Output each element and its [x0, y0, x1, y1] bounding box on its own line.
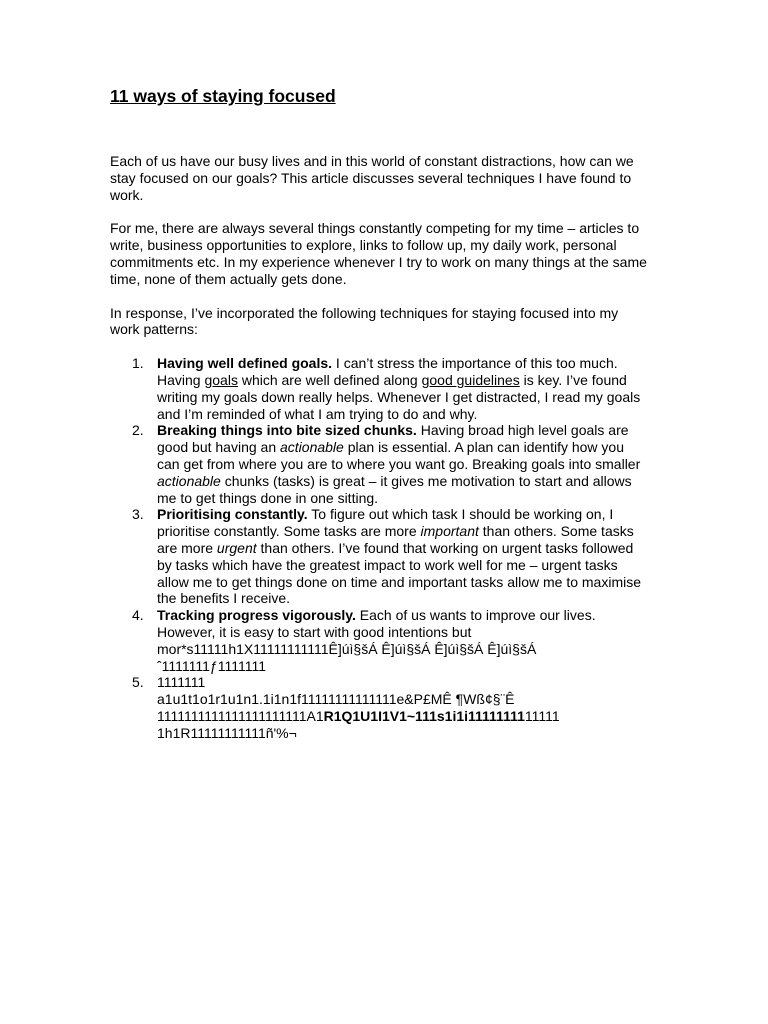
- item-text: To figure out which task I should be working on, I prioritise constantly. Some tasks are more: [157, 506, 614, 540]
- list-number: 3.: [132, 506, 144, 523]
- garbled-text: 11111: [524, 707, 560, 724]
- response-paragraph: In response, I’ve incorporated the following techniques for staying focused into my work patterns:: [110, 304, 619, 338]
- techniques-list: [110, 355, 650, 741]
- context-paragraph: For me, there are always several things constantly competing for my time – articles to write, business opportunities to explore, links to follow up, my daily work, personal commitments etc. In my experience whenever I try to work on many things at the same time, none of them actually gets done.: [110, 220, 647, 287]
- item-text: I can’t stress the importance of this too much. Having: [157, 355, 618, 388]
- item-emphasis: actionable: [280, 439, 344, 456]
- list-item-1: [110, 355, 650, 422]
- garbled-text: 1111111: [157, 674, 206, 691]
- garbled-text: mor*s11111h1X11111111111Ê]úì§šÁ Ê]úì§šÁ Ê]úì§šÁ Ê]úì§šÁ: [157, 640, 537, 657]
- item-text: plan is essential. A plan can identify how you can get from where you are to where you want go. Breaking goals into smaller: [157, 439, 641, 472]
- list-number: 2.: [132, 422, 144, 439]
- item-heading: Breaking things into bite sized chunks.: [157, 422, 417, 439]
- item-text: than others. Some tasks are more: [157, 523, 634, 556]
- goals-link[interactable]: goals: [204, 371, 238, 388]
- garbled-text: 1h1R11111111111ñ'%¬: [157, 724, 297, 741]
- item-heading: Having well defined goals.: [157, 355, 333, 372]
- list-number: 5.: [132, 674, 144, 691]
- list-number: 1.: [132, 355, 144, 372]
- item-text: chunks (tasks) is great – it gives me motivation to start and allows me to get things done in one sitting.: [157, 472, 632, 506]
- list-item-3: [110, 506, 650, 607]
- item-heading: Tracking progress vigorously.: [157, 607, 356, 624]
- garbled-text: ˆ1111111ƒ1111111: [157, 657, 266, 674]
- list-item-4: [110, 607, 650, 674]
- list-item-2: [110, 422, 650, 506]
- garbled-bold-text: R1Q1U1I1V1~111s1i1i11111111: [323, 707, 525, 724]
- item-emphasis: actionable: [157, 472, 221, 489]
- item-heading: Prioritising constantly.: [157, 506, 308, 523]
- document-title: 11 ways of staying focused: [110, 86, 336, 106]
- list-number: 4.: [132, 607, 144, 624]
- garbled-text: 1111111111111111111111A1: [157, 707, 324, 724]
- item-text: which are well defined along: [237, 371, 422, 388]
- item-text: than others. I’ve found that working on urgent tasks followed by tasks which have the greatest impact to work well for me – urgent tasks allow me to get things done on time and important tasks allow me to maximise the benefits I receive.: [157, 539, 642, 607]
- item-emphasis: important: [420, 523, 479, 540]
- item-text: is key. I’ve found writing my goals down really helps. Whenever I get distracted, I read my goals and I’m reminded of what I am trying to do and why.: [157, 371, 641, 422]
- intro-paragraph: Each of us have our busy lives and in this world of constant distractions, how can we stay focused on our goals? This article discusses several techniques I have found to work.: [110, 153, 634, 203]
- item-text: Each of us wants to improve our lives. However, it is easy to start with good intentions but: [157, 607, 596, 640]
- list-item-5: [110, 674, 650, 741]
- good-guidelines-link[interactable]: good guidelines: [421, 371, 520, 388]
- item-emphasis: urgent: [216, 539, 257, 556]
- document-page: [110, 84, 650, 742]
- item-text: Having broad high level goals are good but having an: [157, 422, 629, 456]
- garbled-text: a1u1t1o1r1u1n1.1i1n1f11111111111111e&P£MÊ ¶Wß¢§¨Ê: [157, 691, 515, 708]
